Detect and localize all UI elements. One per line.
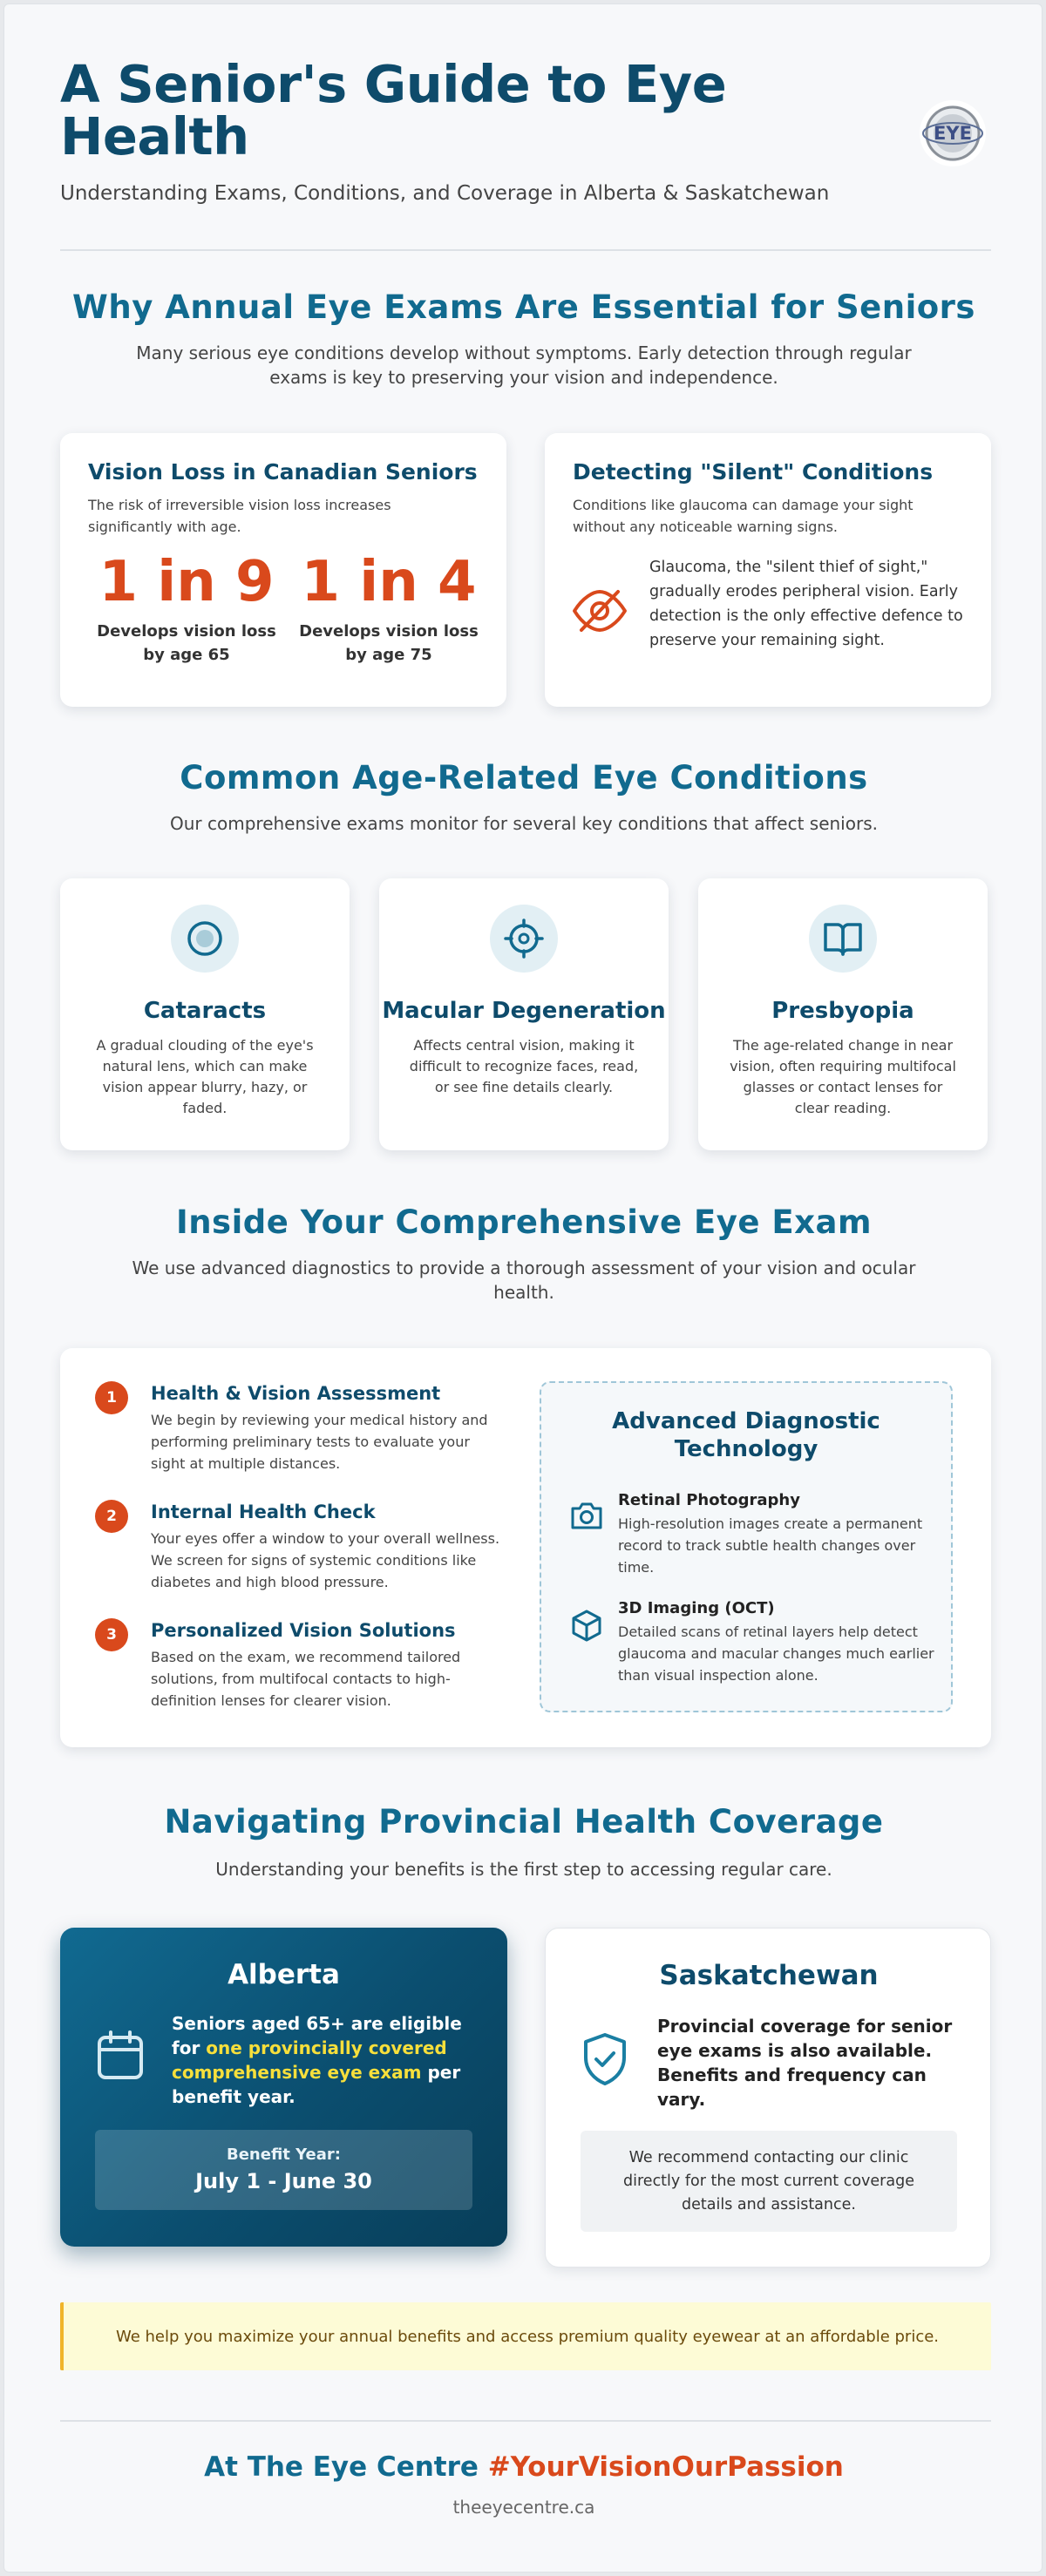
stat-age-65	[86, 552, 287, 667]
vision-loss-card	[60, 433, 506, 707]
divider	[60, 249, 991, 251]
section-title-coverage: Navigating Provincial Health Coverage	[164, 1803, 884, 1840]
silent-conditions-desc: Conditions like glaucoma can damage your sight without any noticeable warning signs.	[573, 497, 914, 535]
benefit-year-label: Benefit Year:	[227, 2146, 341, 2164]
divider	[60, 2420, 991, 2422]
stat-value: 1 in 4	[301, 550, 477, 614]
stat-caption: Develops vision loss by age 75	[299, 622, 479, 664]
step-number: 2	[95, 1500, 128, 1533]
header	[60, 54, 991, 205]
silent-conditions-card	[545, 433, 991, 707]
exam-step-2	[95, 1500, 505, 1593]
vision-loss-title: Vision Loss in Canadian Seniors	[88, 459, 478, 485]
camera-icon	[569, 1500, 604, 1531]
benefits-callout: We help you maximize your annual benefits and access premium quality eyewear at an affordable price.	[60, 2302, 991, 2370]
section-title-exam: Inside Your Comprehensive Eye Exam	[175, 1203, 873, 1241]
page-subtitle: Understanding Exams, Conditions, and Coverage in Alberta & Saskatchewan	[60, 182, 830, 205]
eye-off-icon	[571, 586, 628, 635]
benefit-year-box	[95, 2130, 472, 2210]
tech-item-desc: Detailed scans of retinal layers help detect glaucoma and macular changes much earlier than visual inspection alone.	[618, 1624, 934, 1684]
condition-name: Presbyopia	[771, 998, 914, 1024]
alberta-eligibility: Seniors aged 65+ are eligible for one provincially covered comprehensive eye exam per benefit year.	[172, 2013, 462, 2107]
alberta-highlight: one provincially covered comprehensive eye exam	[172, 2037, 447, 2083]
saskatchewan-note: We recommend contacting our clinic directly for the most current coverage details and assistance.	[581, 2131, 957, 2232]
tech-item-retinal	[569, 1489, 935, 1578]
saskatchewan-card	[545, 1928, 991, 2268]
condition-desc: A gradual clouding of the eye's natural lens, which can make vision appear blurry, hazy, or faded.	[96, 1037, 314, 1116]
footer-title: At The Eye Centre #YourVisionOurPassion	[204, 2451, 844, 2483]
tech-item-oct	[569, 1597, 935, 1686]
step-title: Personalized Vision Solutions	[151, 1620, 456, 1641]
cube-icon	[569, 1608, 604, 1643]
vision-loss-desc: The risk of irreversible vision loss increases significantly with age.	[88, 497, 391, 535]
eye-centre-logo	[920, 100, 986, 166]
step-title: Internal Health Check	[151, 1502, 376, 1522]
step-title: Health & Vision Assessment	[151, 1383, 441, 1404]
svg-text:EYE: EYE	[934, 123, 972, 144]
condition-name: Cataracts	[143, 998, 267, 1024]
exam-step-3	[95, 1618, 505, 1712]
stat-age-75	[289, 552, 489, 667]
page-title: A Senior's Guide to Eye Health	[60, 54, 727, 166]
eye-lens-icon	[171, 905, 239, 973]
glaucoma-text: Glaucoma, the "silent thief of sight," gradually erodes peripheral vision. Early detection is the only effective defence to preserve your remaining sight.	[649, 559, 963, 649]
exam-step-1	[95, 1381, 505, 1474]
condition-desc: Affects central vision, making it difficult to recognize faces, read, or see fine details clearly.	[409, 1037, 639, 1095]
step-desc: Your eyes offer a window to your overall wellness. We screen for signs of systemic conditions like diabetes and high blood pressure.	[151, 1530, 500, 1590]
condition-name: Macular Degeneration	[382, 998, 666, 1024]
section-subtitle-conditions: Our comprehensive exams monitor for several key conditions that affect seniors.	[170, 813, 878, 834]
condition-card-cataracts	[60, 878, 350, 1150]
stat-value: 1 in 9	[98, 550, 275, 614]
calendar-icon	[95, 2029, 146, 2083]
tech-item-title: 3D Imaging (OCT)	[618, 1599, 775, 1617]
tech-title: Advanced Diagnostic Technology	[612, 1408, 880, 1462]
footer-hashtag: #YourVisionOurPassion	[487, 2451, 844, 2483]
shield-check-icon	[581, 2031, 629, 2087]
condition-card-macular	[379, 878, 669, 1150]
alberta-card	[60, 1928, 507, 2247]
stat-caption: Develops vision loss by age 65	[97, 622, 276, 664]
section-subtitle-annual: Many serious eye conditions develop without symptoms. Early detection through regular exams is key to preserving your vision and independence.	[136, 342, 912, 388]
silent-conditions-title: Detecting "Silent" Conditions	[573, 459, 934, 485]
section-subtitle-coverage: Understanding your benefits is the first step to accessing regular care.	[215, 1859, 832, 1880]
condition-card-presbyopia	[698, 878, 988, 1150]
book-icon	[809, 905, 877, 973]
footer-url[interactable]: theeyecentre.ca	[452, 2497, 595, 2518]
section-subtitle-exam: We use advanced diagnostics to provide a thorough assessment of your vision and ocular health.	[132, 1257, 916, 1303]
step-number: 1	[95, 1381, 128, 1414]
alberta-title: Alberta	[228, 1959, 340, 1990]
section-title-conditions: Common Age-Related Eye Conditions	[180, 759, 868, 797]
diagnostic-technology-box	[540, 1381, 953, 1712]
exam-card	[60, 1348, 991, 1747]
tech-item-title: Retinal Photography	[618, 1491, 800, 1509]
section-title-annual: Why Annual Eye Exams Are Essential for Seniors	[72, 288, 975, 326]
target-icon	[490, 905, 558, 973]
step-desc: We begin by reviewing your medical history and performing preliminary tests to evaluate your sight at multiple distances.	[151, 1412, 488, 1472]
step-desc: Based on the exam, we recommend tailored solutions, from multifocal contacts to high-definition lenses for clearer vision.	[151, 1649, 461, 1709]
saskatchewan-text: Provincial coverage for senior eye exams is also available. Benefits and frequency can vary.	[657, 2016, 953, 2110]
tech-item-desc: High-resolution images create a permanent record to track subtle health changes over time.	[618, 1515, 923, 1576]
page	[3, 3, 1043, 2573]
condition-desc: The age-related change in near vision, often requiring multifocal glasses or contact lenses for clear reading.	[730, 1037, 956, 1116]
step-number: 3	[95, 1618, 128, 1651]
benefit-year-value: July 1 - June 30	[195, 2169, 372, 2193]
saskatchewan-title: Saskatchewan	[659, 1960, 879, 1991]
logo-icon	[920, 100, 986, 166]
